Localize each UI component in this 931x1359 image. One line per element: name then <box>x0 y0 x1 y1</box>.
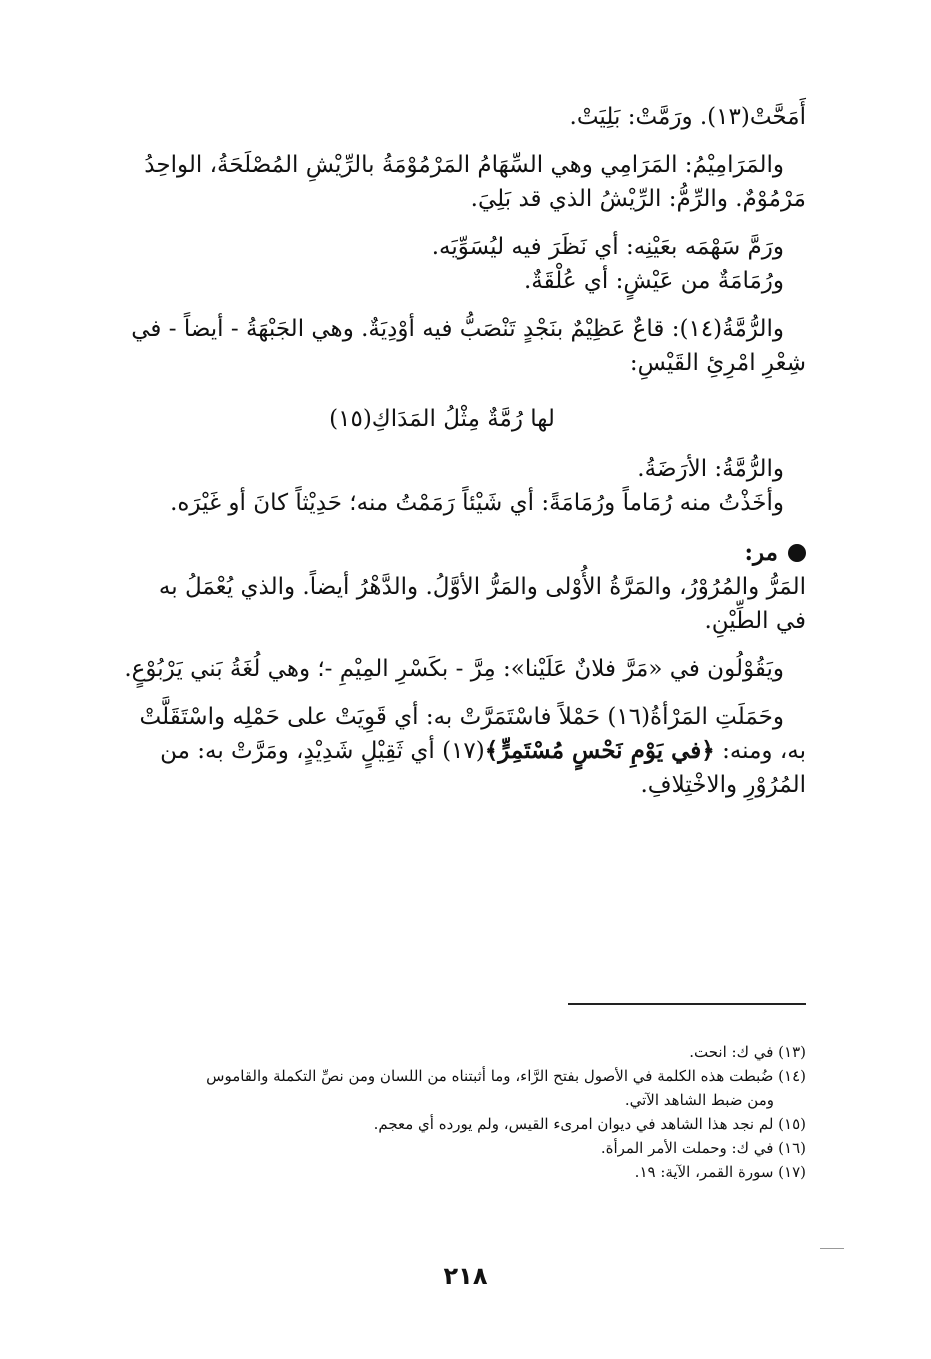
text-line: ورَمَّ سَهْمَه بعَيْنِه: أي نَظَرَ فيه ليُسَوِّيَه. <box>431 234 784 260</box>
text-line: المُرُوْرِ والاخْتِلافِ. <box>640 772 806 798</box>
text-line: في الطِّيْنِ. <box>704 608 806 634</box>
text-line: شِعْرِ امْرِئِ القَيْسِ: <box>629 350 806 376</box>
poetry-verse: لها رُمَّةٌ مِثْلُ المَدَاكِ(١٥) <box>329 406 555 432</box>
entry-heading <box>78 536 806 570</box>
text-line <box>78 734 806 768</box>
footnote: (١٦) في ك: وحملت الأمر المرأة. <box>600 1139 806 1157</box>
footnote: (١٣) في ك: انحت. <box>689 1043 806 1061</box>
footnote: (١٥) لم نجد هذا الشاهد في ديوان امرىء القيس، ولم يورده أي معجم. <box>373 1115 806 1133</box>
footnote: (١٧) سورة القمر، الآية: ١٩. <box>634 1163 806 1181</box>
text-line: ورُمَامَةٌ من عَيْشٍ: أي عُلْقَةٌ. <box>523 268 784 294</box>
quran-quote: ﴿في يَوْمِ نَحْسٍ مُسْتَمِرٍّ﴾ <box>484 737 715 764</box>
text-line: والمَرَامِيْمُ: المَرَامِي وهي السِّهَامُ المَرْمُوْمَةُ بالرِّيْشِ المُصْلَحَةُ، الواحِدُ <box>144 152 784 178</box>
scan-mark <box>820 1248 844 1249</box>
text-segment: به، ومنه: <box>714 738 806 764</box>
bullet-icon <box>788 544 806 562</box>
footnote-divider <box>568 1003 806 1005</box>
text-line: المَرُّ والمُرُوْرُ، والمَرَّةُ الأُوْلى والمَرُّ الأوَّلُ. والدَّهْرُ أيضاً. والذي يُعْمَلُ به <box>158 574 806 600</box>
footnote-continuation: ومن ضبط الشاهد الآتي. <box>624 1091 774 1109</box>
text-line: والرُّمَّةُ: الأرَضَةُ. <box>637 456 784 482</box>
page-number: ٢١٨ <box>443 1262 488 1290</box>
footnotes <box>78 1040 806 1184</box>
text-line: ويَقُوْلُون في «مَرَّ فلانٌ عَلَيْنا»: مِرَّ - بكَسْرِ المِيْمِ -؛ وهي لُغَةُ بَني يَرْبُوْعٍ. <box>124 656 784 682</box>
text-line: أَمَحَّتْ(١٣). ورَمَّتْ: بَلِيَتْ. <box>569 104 806 130</box>
text-segment: (١٧) أي ثَقِيْلٍ شَدِيْدٍ، ومَرَّتْ به: من <box>160 738 485 764</box>
footnote: (١٤) ضُبطت هذه الكلمة في الأصول بفتح الرَّاء، وما أثبتناه من اللسان ومن نصِّ التكملة والقاموس <box>206 1067 806 1085</box>
text-line: مَرْمُوْمٌ. والرِّمُّ: الرِّيْشُ الذي قد بَلِيَ. <box>470 186 806 212</box>
text-line: وحَمَلَتِ المَرْأةُ(١٦) حَمْلاً فاسْتَمَرَّتْ به: أي قَوِيَتْ على حَمْلِه واسْتَقَلَّتْ <box>139 704 784 730</box>
entry-heading-label: مر: <box>744 539 778 566</box>
text-line: وأخَذْتُ منه رُمَاماً ورُمَامَةً: أي شَيْئاً رَمَمْتُ منه؛ حَدِيْثاً كانَ أو غَيْرَه. <box>170 490 784 516</box>
text-line: والرُّمَّةُ(١٤): قاعٌ عَظِيْمٌ بنَجْدٍ تَنْصَبُّ فيه أوْدِيَةٌ. وهي الجَبْهَةُ - أيضاً - في <box>131 316 784 342</box>
main-text <box>78 100 806 802</box>
